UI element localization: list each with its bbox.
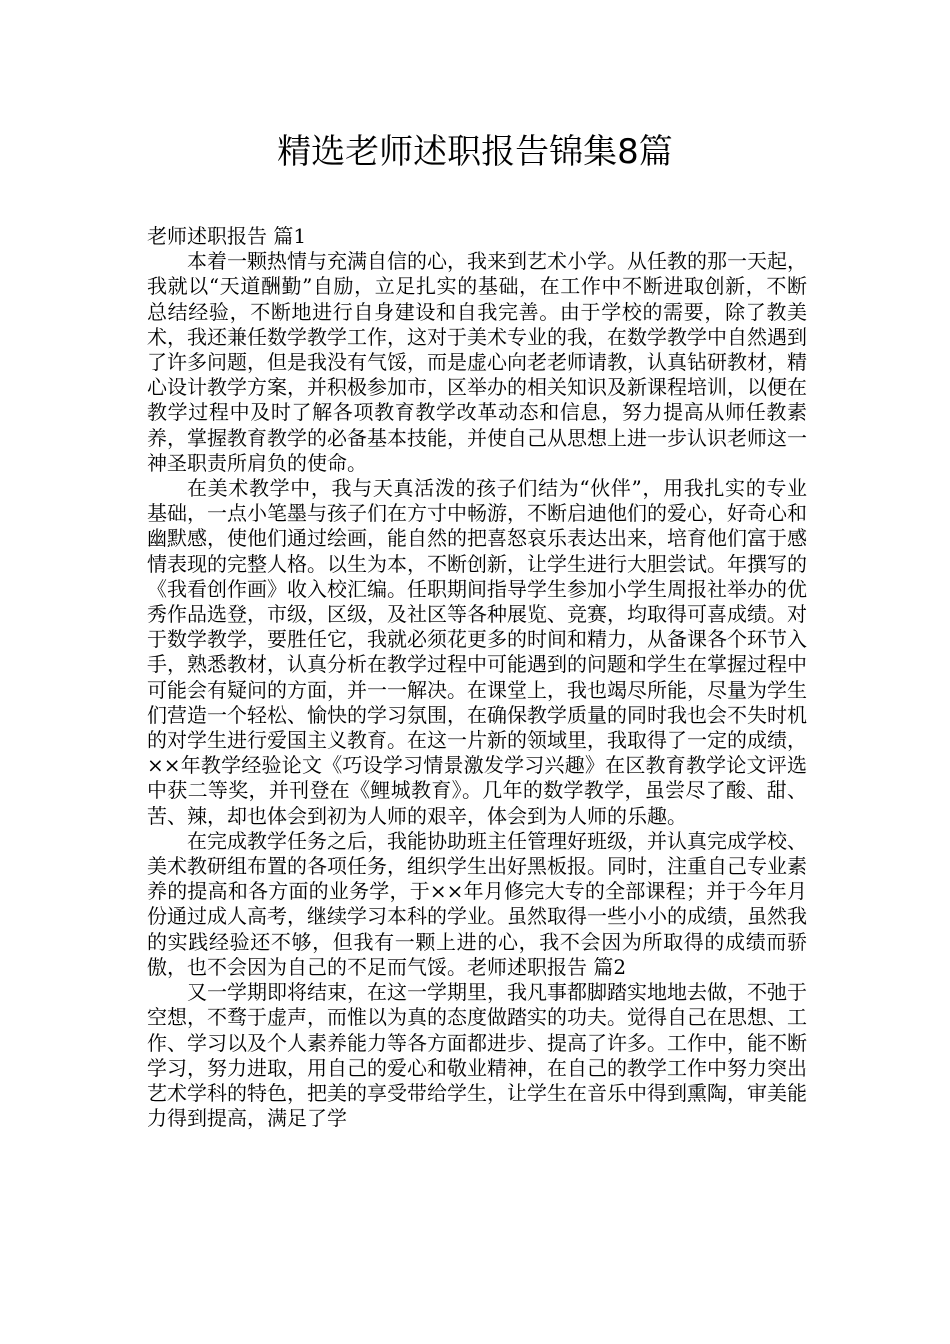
document-body: [147, 224, 807, 1131]
paragraph: 本着一颗热情与充满自信的心，我来到艺术小学。从任教的那一天起，我就以“天道酬勤”自励，立足扎实的基础，在工作中不断进取创新，不断总结经验，不断地进行自身建设和自我完善。由于学校的需要，除了教美术，我还兼任数学教学工作，这对于美术专业的我，在数学教学中自然遇到了许多问题，但是我没有气馁，而是虚心向老老师请教，认真钻研教材，精心设计教学方案，并积极参加市，区举办的相关知识及新课程培训，以便在教学过程中及时了解各项教育教学改革动态和信息，努力提高从师任教素养，掌握教育教学的必备基本技能，并使自己从思想上进一步认识老师这一神圣职责所肩负的使命。: [147, 249, 807, 475]
paragraph: [147, 829, 807, 980]
document-title: 精选老师述职报告锦集8篇: [277, 132, 673, 172]
section-heading: 老师述职报告 篇1: [147, 224, 307, 248]
paragraph-text: 在完成教学任务之后，我能协助班主任管理好班级，并认真完成学校、美术教研组布置的各项任务，组织学生出好黑板报。同时，注重自己专业素养的提高和各方面的业务学，于××年月修完大专的全部课程；并于今年月份通过成人高考，继续学习本科的学业。虽然取得一些小小的成绩，虽然我的实践经验还不够，但我有一颗上进的心，我不会因为所取得的成绩而骄傲，也不会因为自己的不足而气馁。: [147, 828, 807, 979]
paragraph: 在美术教学中，我与天真活泼的孩子们结为“伙伴”，用我扎实的专业基础，一点小笔墨与孩子们在方寸中畅游，不断启迪他们的爱心，好奇心和幽默感，使他们通过绘画，能自然的把喜怒哀乐表达出来，培育他们富于感情表现的完整人格。以生为本，不断创新，让学生进行大胆尝试。年撰写的《我看创作画》收入校汇编。任职期间指导学生参加小学生周报社举办的优秀作品选登，市级，区级，及社区等各种展览、竞赛，均取得可喜成绩。对于数学教学，要胜任它，我就必须花更多的时间和精力，从备课各个环节入手，熟悉教材，认真分析在教学过程中可能遇到的问题和学生在掌握过程中可能会有疑问的方面，并一一解决。在课堂上，我也竭尽所能，尽量为学生们营造一个轻松、愉快的学习氛围，在确保教学质量的同时我也会不失时机的对学生进行爱国主义教育。在这一片新的领域里，我取得了一定的成绩，××年教学经验论文《巧设学习情景激发学习兴趣》在区教育教学论文评选中获二等奖，并刊登在《鲤城教育》。几年的数学教学，虽尝尽了酸、甜、苦、辣，却也体会到初为人师的艰辛，体会到为人师的乐趣。: [147, 476, 807, 828]
section-heading: 老师述职报告 篇2: [467, 954, 627, 979]
paragraph: 又一学期即将结束，在这一学期里，我凡事都脚踏实地地去做，不弛于空想，不骛于虚声，而惟以为真的态度做踏实的功夫。觉得自己在思想、工作、学习以及个人素养能力等各方面都进步、提高了许多。工作中，能不断学习，努力进取，用自己的爱心和敬业精神，在自己的教学工作中努力突出艺术学科的特色，把美的享受带给学生，让学生在音乐中得到熏陶，审美能力得到提高，满足了学: [147, 980, 807, 1131]
